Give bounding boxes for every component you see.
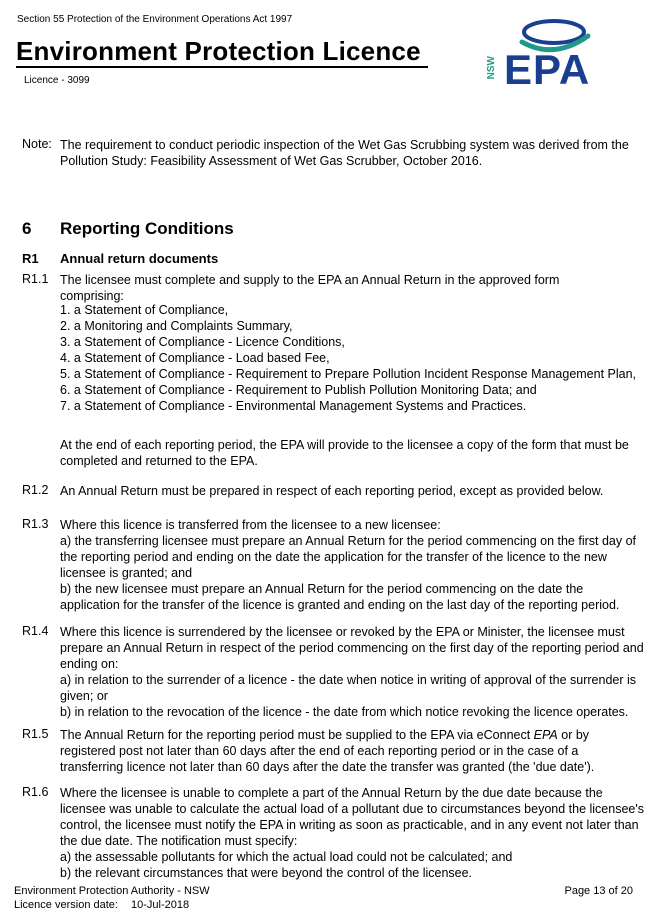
r1-5-line: registered post not later than 60 days after the end of each reporting period or in the case of a <box>60 744 579 758</box>
r1-3-text <box>60 517 637 613</box>
r1-3-line: a) the transferring licensee must prepare an Annual Return for the period commencing on the first day of <box>60 534 637 548</box>
r1-2-text <box>60 483 620 499</box>
section-number: 6 <box>22 219 32 238</box>
logo-nsw: NSW <box>486 56 497 80</box>
r1-5-line: transferring licence not later than 60 days after the date the transfer was granted (the 'due date'). <box>60 760 595 774</box>
footer-page-number: Page 13 of 20 <box>564 885 633 897</box>
footer-authority: Environment Protection Authority - NSW <box>14 885 210 897</box>
r1-6-line: Where the licensee is unable to complete a part of the Annual Return by the due date because the <box>60 786 603 800</box>
r1-5-line-a: The Annual Return for the reporting period must be supplied to the EPA via eConnect <box>60 728 534 742</box>
list-item: 6. a Statement of Compliance - Requirement to Publish Pollution Monitoring Data; and <box>60 383 537 397</box>
list-item: 2. a Monitoring and Complaints Summary, <box>60 319 293 333</box>
r1-5-line <box>60 727 620 743</box>
r1-3-line: application for the transfer of the licence is granted and ending on the last day of the reporting period. <box>60 598 620 612</box>
list-item: 1. a Statement of Compliance, <box>60 303 229 317</box>
r1-2-number: R1.2 <box>22 483 49 497</box>
r1-6-number: R1.6 <box>22 785 49 799</box>
r1-3-number: R1.3 <box>22 517 49 531</box>
r1-3-line: Where this licence is transferred from the licensee to a new licensee: <box>60 518 441 532</box>
r1-4-line: given; or <box>60 689 108 703</box>
r1-4-line: ending on: <box>60 657 119 671</box>
r1-number: R1 <box>22 251 39 266</box>
r1-6-text <box>60 785 645 881</box>
r1-5-text <box>60 727 620 775</box>
r1-2-line: An Annual Return must be prepared in respect of each reporting period, except as provided below. <box>60 484 604 498</box>
r1-1-outro <box>60 437 629 469</box>
r1-1-intro: The licensee must complete and supply to the EPA an Annual Return in the approved form comprising: <box>60 273 560 303</box>
r1-6-line: licensee was unable to calculate the actual load of a pollutant due to circumstances beyond the licensee's <box>60 802 645 816</box>
r1-5-line-italic: EPA <box>533 728 558 742</box>
r1-3-line: the reporting period and ending on the date the application for the transfer of the licence to the new <box>60 550 607 564</box>
r1-title: Annual return documents <box>60 251 219 266</box>
page-title: Environment Protection Licence <box>16 36 421 66</box>
list-item: 4. a Statement of Compliance - Load based Fee, <box>60 351 330 365</box>
outro-line: completed and returned to the EPA. <box>60 454 258 468</box>
r1-5-number: R1.5 <box>22 727 49 741</box>
act-reference: Section 55 Protection of the Environment Operations Act 1997 <box>17 14 293 25</box>
footer-version-date: 10-Jul-2018 <box>131 899 190 911</box>
list-item: 3. a Statement of Compliance - Licence Conditions, <box>60 335 345 349</box>
note-line: Pollution Study: Feasibility Assessment of Wet Gas Scrubber, October 2016. <box>60 154 483 168</box>
r1-4-number: R1.4 <box>22 624 49 638</box>
licence-number: Licence - 3099 <box>24 75 90 86</box>
r1-1-number: R1.1 <box>22 272 49 286</box>
note-text <box>60 137 629 169</box>
r1-6-line: control, the licensee must notify the EPA in writing as soon as practicable, and in any event not later than <box>60 818 639 832</box>
r1-4-line: prepare an Annual Return in respect of the period commencing on the first day of the reporting period and <box>60 641 644 655</box>
r1-3-line: b) the new licensee must prepare an Annual Return for the period commencing on the date the <box>60 582 584 596</box>
outro-line: At the end of each reporting period, the EPA will provide to the licensee a copy of the form that must be <box>60 438 629 452</box>
title-underline <box>16 66 428 68</box>
r1-1-list <box>60 302 637 414</box>
footer-version-label: Licence version date: <box>14 899 118 911</box>
r1-6-line: b) the relevant circumstances that were beyond the control of the licensee. <box>60 866 473 880</box>
r1-4-text <box>60 624 644 720</box>
r1-3-line: licensee is granted; and <box>60 566 193 580</box>
r1-6-line: a) the assessable pollutants for which the actual load could not be calculated; and <box>60 850 513 864</box>
note-line: The requirement to conduct periodic inspection of the Wet Gas Scrubbing system was derived from the <box>60 138 629 152</box>
r1-6-line: the due date. The notification must specify: <box>60 834 298 848</box>
logo-epa: EPA <box>504 46 591 93</box>
r1-4-line: Where this licence is surrendered by the licensee or revoked by the EPA or Minister, the licensee must <box>60 625 625 639</box>
r1-4-line: b) in relation to the revocation of the licence - the date from which notice revoking the licence operates. <box>60 705 629 719</box>
note-label: Note: <box>22 137 52 151</box>
list-item: 7. a Statement of Compliance - Environmental Management Systems and Practices. <box>60 399 527 413</box>
r1-5-line-b: or by <box>557 728 590 742</box>
section-title: Reporting Conditions <box>60 219 234 238</box>
list-item: 5. a Statement of Compliance - Requirement to Prepare Pollution Incident Response Management Plan, <box>60 367 637 381</box>
r1-4-line: a) in relation to the surrender of a licence - the date when notice in writing of approval of the surrender is <box>60 673 637 687</box>
epa-logo <box>484 12 612 92</box>
